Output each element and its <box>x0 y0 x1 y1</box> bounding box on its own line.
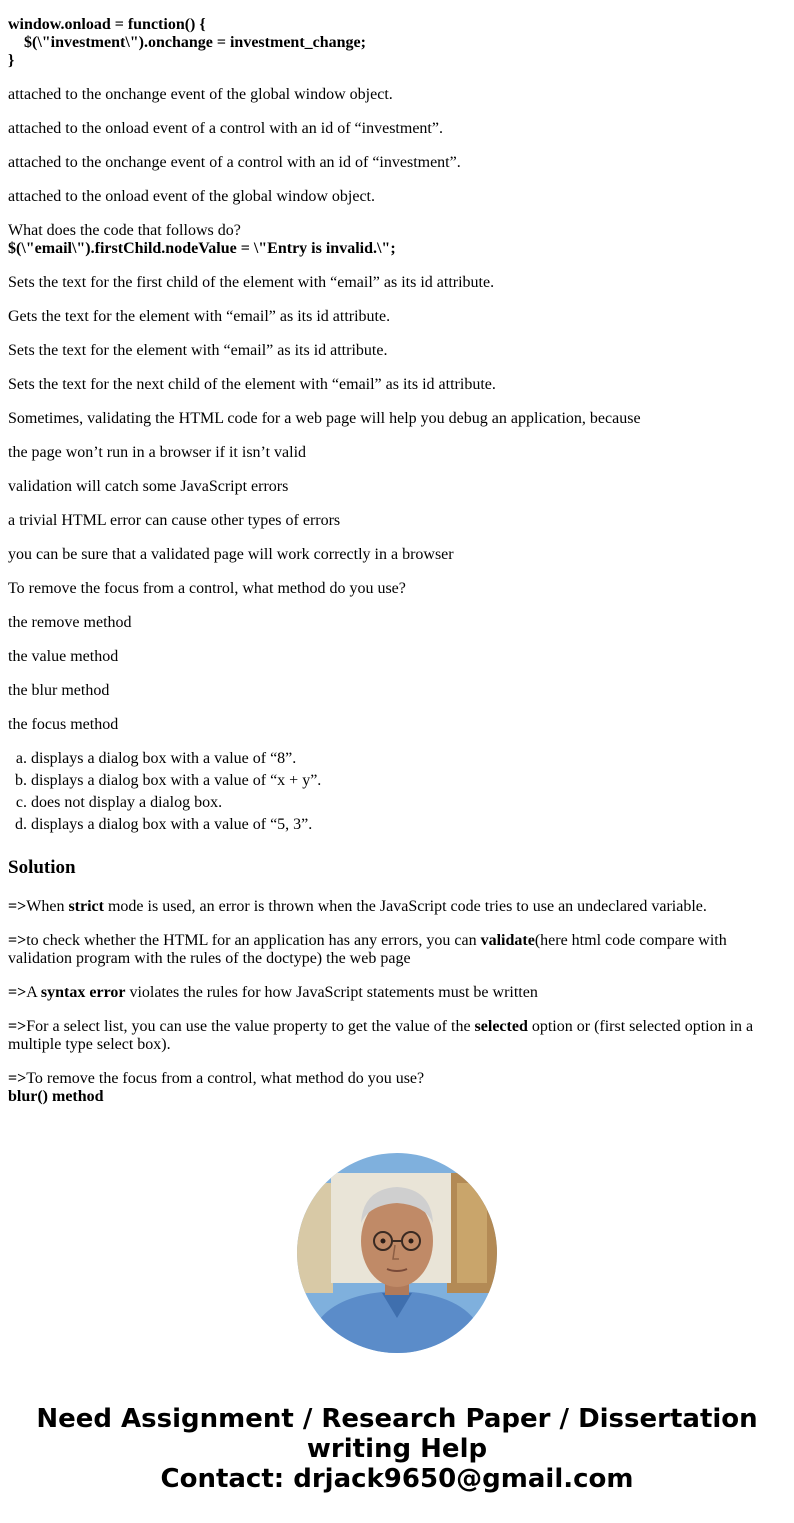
bold-term: selected <box>474 1018 528 1035</box>
code-line: window.onload = function() { <box>8 16 206 33</box>
code-block-onload <box>8 16 778 70</box>
portrait-illustration <box>297 1153 497 1353</box>
bold-term: syntax error <box>40 984 126 1001</box>
text-run: A <box>26 984 41 1001</box>
list-item: b. displays a dialog box with a value of “x + y”. <box>31 772 778 790</box>
question-firstchild <box>8 222 778 258</box>
answer-option: a trivial HTML error can cause other types of errors <box>8 512 341 529</box>
answer-option: you can be sure that a validated page will work correctly in a browser <box>8 546 454 563</box>
text-run: (here html code compare with validation program with the rules of the doctype) the web page <box>8 932 727 967</box>
list-item: c. does not display a dialog box. <box>31 794 778 812</box>
answer-option: Sets the text for the first child of the element with “email” as its id attribute. <box>8 274 495 291</box>
answer-option: the value method <box>8 648 119 665</box>
question-text: What does the code that follows do? <box>8 222 241 239</box>
contact-banner <box>0 1404 794 1494</box>
document-body <box>8 16 778 1122</box>
text-run: To remove the focus from a control, what method do you use? <box>26 1070 425 1087</box>
answer-option: attached to the onload event of a control with an id of “investment”. <box>8 120 443 137</box>
solution-item <box>8 932 778 968</box>
answer-option: the blur method <box>8 682 110 699</box>
code-line: } <box>8 52 15 69</box>
arrow-marker: => <box>8 932 27 949</box>
answer-option: attached to the onchange event of a control with an id of “investment”. <box>8 154 461 171</box>
answer-option: Sets the text for the element with “email” as its id attribute. <box>8 342 388 359</box>
list-item: a. displays a dialog box with a value of “8”. <box>31 750 778 768</box>
solution-answer: blur() method <box>8 1088 104 1105</box>
solution-question <box>8 1070 778 1088</box>
arrow-marker: => <box>8 1018 27 1035</box>
text-run: mode is used, an error is thrown when the JavaScript code tries to use an undeclared variable. <box>103 898 707 915</box>
solution-heading: Solution <box>8 857 76 878</box>
text-run: For a select list, you can use the value property to get the value of the <box>26 1018 475 1035</box>
banner-line: writing Help <box>306 1434 488 1464</box>
question-text: Sometimes, validating the HTML code for a web page will help you debug an application, because <box>8 410 641 427</box>
contact-email: Contact: drjack9650@gmail.com <box>160 1464 634 1494</box>
answer-option: attached to the onload event of the global window object. <box>8 188 375 205</box>
code-line: $(\"investment\").onchange = investment_change; <box>24 34 366 51</box>
bold-term: validate <box>480 932 535 949</box>
banner-line: Need Assignment / Research Paper / Dissertation <box>36 1404 758 1434</box>
text-run: to check whether the HTML for an application has any errors, you can <box>26 932 481 949</box>
text-run: violates the rules for how JavaScript statements must be written <box>125 984 538 1001</box>
text-run: When <box>26 898 69 915</box>
arrow-marker: => <box>8 898 27 915</box>
answer-option: the focus method <box>8 716 119 733</box>
bold-term: strict <box>68 898 104 915</box>
list-item: d. displays a dialog box with a value of “5, 3”. <box>31 816 778 834</box>
solution-item <box>8 1018 778 1054</box>
answer-option: attached to the onchange event of the global window object. <box>8 86 393 103</box>
solution-item <box>8 984 778 1002</box>
solution-item <box>8 898 778 916</box>
answer-option: Sets the text for the next child of the element with “email” as its id attribute. <box>8 376 496 393</box>
answer-option: Gets the text for the element with “email” as its id attribute. <box>8 308 391 325</box>
arrow-marker: => <box>8 1070 27 1087</box>
author-portrait <box>297 1153 497 1353</box>
answer-option: validation will catch some JavaScript errors <box>8 478 289 495</box>
text-run: option or (first selected option in a multiple type select box). <box>8 1018 754 1053</box>
options-list <box>8 750 778 834</box>
question-text: To remove the focus from a control, what method do you use? <box>8 580 406 597</box>
arrow-marker: => <box>8 984 27 1001</box>
answer-option: the page won’t run in a browser if it isn’t valid <box>8 444 307 461</box>
code-line: $(\"email\").firstChild.nodeValue = \"Entry is invalid.\"; <box>8 240 396 257</box>
answer-option: the remove method <box>8 614 132 631</box>
solution-item <box>8 1070 778 1106</box>
